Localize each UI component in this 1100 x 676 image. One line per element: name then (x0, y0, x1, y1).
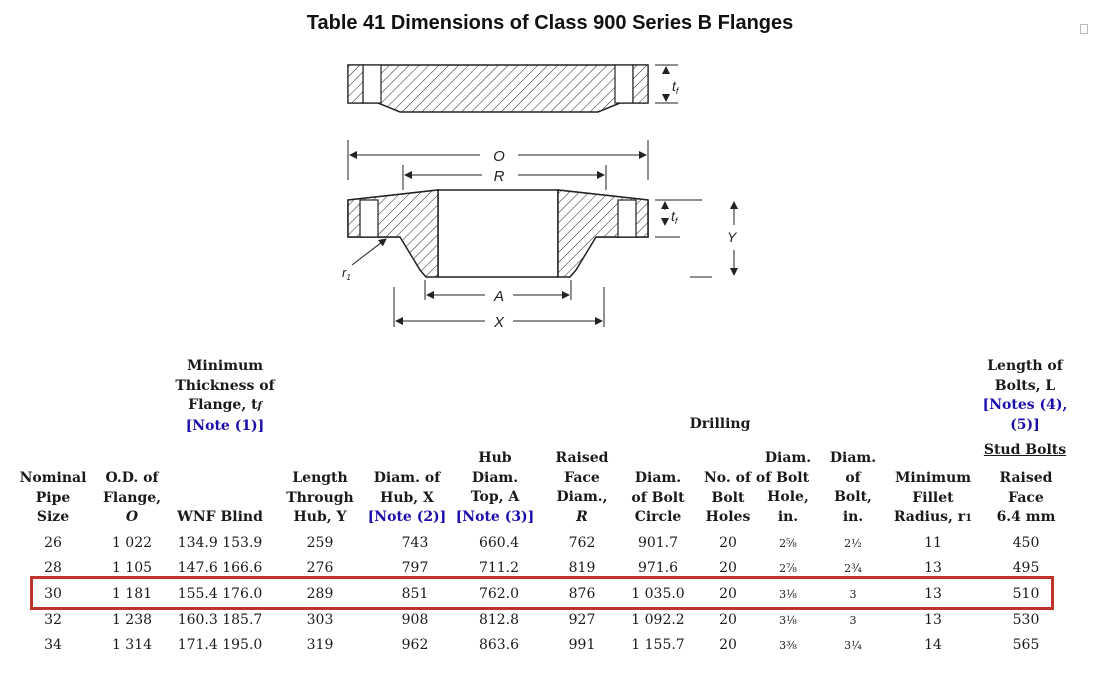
thickness-label-top: $t_f$ (672, 78, 679, 96)
notes-4-5-link[interactable]: [Notes (4), (982, 397, 1068, 413)
table-cell-length: 319 (306, 637, 334, 653)
table-cell-size: 26 (44, 535, 62, 551)
table-cell-raised-face: 876 (568, 586, 596, 602)
table-cell-hub-top: 711.2 (478, 560, 520, 576)
header-diam-hub: Diam. of Hub, X [Note (2)] (362, 469, 452, 528)
table-cell-od: 1 181 (111, 586, 153, 602)
table-cell-holes: 20 (719, 560, 737, 576)
table-cell-raised-face: 991 (568, 637, 596, 653)
header-raised-face: Raised Face Diam., R (555, 450, 609, 525)
table-cell-size: 32 (44, 612, 62, 628)
table-cell-holes: 20 (719, 637, 737, 653)
header-hub-diam-top: Hub Diam. Top, A [Note (3)] (440, 449, 550, 527)
table-cell-stud: 450 (1012, 535, 1040, 551)
header-length-through-hub: Length Through Hub, Y (286, 470, 354, 525)
header-raised-face-mm: Raised Face 6.4 mm (996, 470, 1056, 525)
table-cell-size: 34 (44, 637, 62, 653)
header-wnf-blind: WNF Blind (177, 509, 263, 525)
table-cell-hole-diam: 2⅝ (779, 537, 797, 550)
table-cell-hole-diam: 3⅜ (779, 639, 797, 652)
page-title: Table 41 Dimensions of Class 900 Series B Flanges (306, 12, 794, 34)
table-cell-hub: 962 (401, 637, 429, 653)
table-cell-bolt-diam: 3 (849, 614, 857, 627)
header-min-thickness: Minimum Thickness of Flange, tf [Note (1)] (160, 357, 290, 436)
table-cell-bolt-circle: 1 035.0 (631, 586, 685, 602)
length-label: Y (727, 229, 737, 245)
header-drilling: Drilling (689, 416, 751, 432)
od-label: O (493, 148, 505, 165)
table-cell-length: 259 (306, 535, 334, 551)
header-bolt-diam: Diam. of Bolt, in. (829, 450, 877, 525)
table-cell-hub-top: 762.0 (478, 586, 520, 602)
table-cell-hub: 908 (401, 612, 429, 628)
thickness-label-bottom: $t_f$ (671, 208, 678, 226)
table-cell-length: 303 (306, 612, 334, 628)
table-cell-thickness: 171.4 195.0 (177, 637, 263, 653)
note-2-link[interactable]: [Note (2)] (367, 509, 447, 525)
table-cell-hole-diam: 2⅞ (779, 562, 797, 575)
table-cell-od: 1 105 (111, 560, 153, 576)
table-cell-od: 1 238 (111, 612, 153, 628)
header-od: O.D. of Flange, O (102, 470, 162, 525)
table-cell-holes: 20 (719, 612, 737, 628)
table-cell-thickness: 147.6 166.6 (177, 560, 263, 576)
table-cell-stud: 510 (1012, 586, 1040, 602)
table-cell-hub-top: 660.4 (478, 535, 520, 551)
table-cell-od: 1 022 (111, 535, 153, 551)
table-cell-bolt-diam: 3¼ (844, 639, 862, 652)
header-no-holes: No. of of Bolt Bolt Holes (704, 470, 810, 525)
header-length-bolts: Length of Bolts, L [Notes (4), (5)] Stud Bolts (975, 357, 1075, 461)
table-cell-stud: 495 (1012, 560, 1040, 576)
table-cell-raised-face: 819 (568, 560, 596, 576)
table-cell-bolt-diam: 3 (849, 588, 857, 601)
table-cell-fillet: 13 (924, 560, 942, 576)
note-1-link[interactable]: [Note (1)] (185, 417, 265, 434)
table-cell-hub-top: 812.8 (478, 612, 520, 628)
table-cell-thickness: 134.9 153.9 (177, 535, 263, 551)
table-cell-holes: 20 (719, 535, 737, 551)
table-cell-size: 28 (44, 560, 62, 576)
table-cell-size: 30 (44, 586, 62, 602)
table-cell-raised-face: 927 (568, 612, 596, 628)
table-cell-hole-diam: 3⅛ (779, 588, 797, 601)
table-cell-bolt-circle: 971.6 (637, 560, 679, 576)
table-cell-hub: 743 (401, 535, 429, 551)
flange-diagram (330, 55, 737, 345)
stud-bolts-header: Stud Bolts (983, 442, 1067, 458)
table-cell-fillet: 11 (924, 535, 942, 551)
table-cell-raised-face: 762 (568, 535, 596, 551)
table-cell-hub: 797 (401, 560, 429, 576)
weld-neck-flange-drawing (342, 190, 738, 331)
table-cell-holes: 20 (719, 586, 737, 602)
table-cell-stud: 530 (1012, 612, 1040, 628)
header-nominal-size: Nominal Pipe Size (19, 470, 87, 525)
table-cell-hub: 851 (401, 586, 429, 602)
header-fillet-radius: Minimum Fillet Radius, r1 (893, 470, 973, 525)
table-cell-bolt-diam: 2¾ (844, 562, 862, 575)
table-cell-bolt-circle: 901.7 (637, 535, 679, 551)
fillet-label: $r_1$ (342, 265, 351, 282)
od-dimension (348, 140, 648, 190)
hub-top-label: A (493, 288, 505, 305)
document-icon (1080, 24, 1088, 34)
table-cell-fillet: 14 (924, 637, 942, 653)
header-bolt-hole: Diam. Hole, in. (764, 450, 812, 525)
table-cell-length: 276 (306, 560, 334, 576)
table-cell-hub-top: 863.6 (478, 637, 520, 653)
table-cell-hole-diam: 3⅛ (779, 614, 797, 627)
table-cell-thickness: 160.3 185.7 (177, 612, 263, 628)
table-cell-fillet: 13 (924, 612, 942, 628)
hub-label: X (493, 314, 505, 331)
table-cell-bolt-diam: 2½ (844, 537, 862, 550)
blind-flange-drawing (348, 65, 680, 112)
note-3-link[interactable]: [Note (3)] (455, 508, 535, 525)
table-cell-length: 289 (306, 586, 334, 602)
table-cell-fillet: 13 (924, 586, 942, 602)
header-bolt-circle: Diam. of Bolt Circle (631, 470, 685, 525)
table-cell-thickness: 155.4 176.0 (177, 586, 263, 602)
table-cell-bolt-circle: 1 092.2 (631, 612, 685, 628)
table-cell-od: 1 314 (111, 637, 153, 653)
table-cell-bolt-circle: 1 155.7 (631, 637, 685, 653)
raised-face-label: R (493, 168, 505, 185)
table-cell-stud: 565 (1012, 637, 1040, 653)
